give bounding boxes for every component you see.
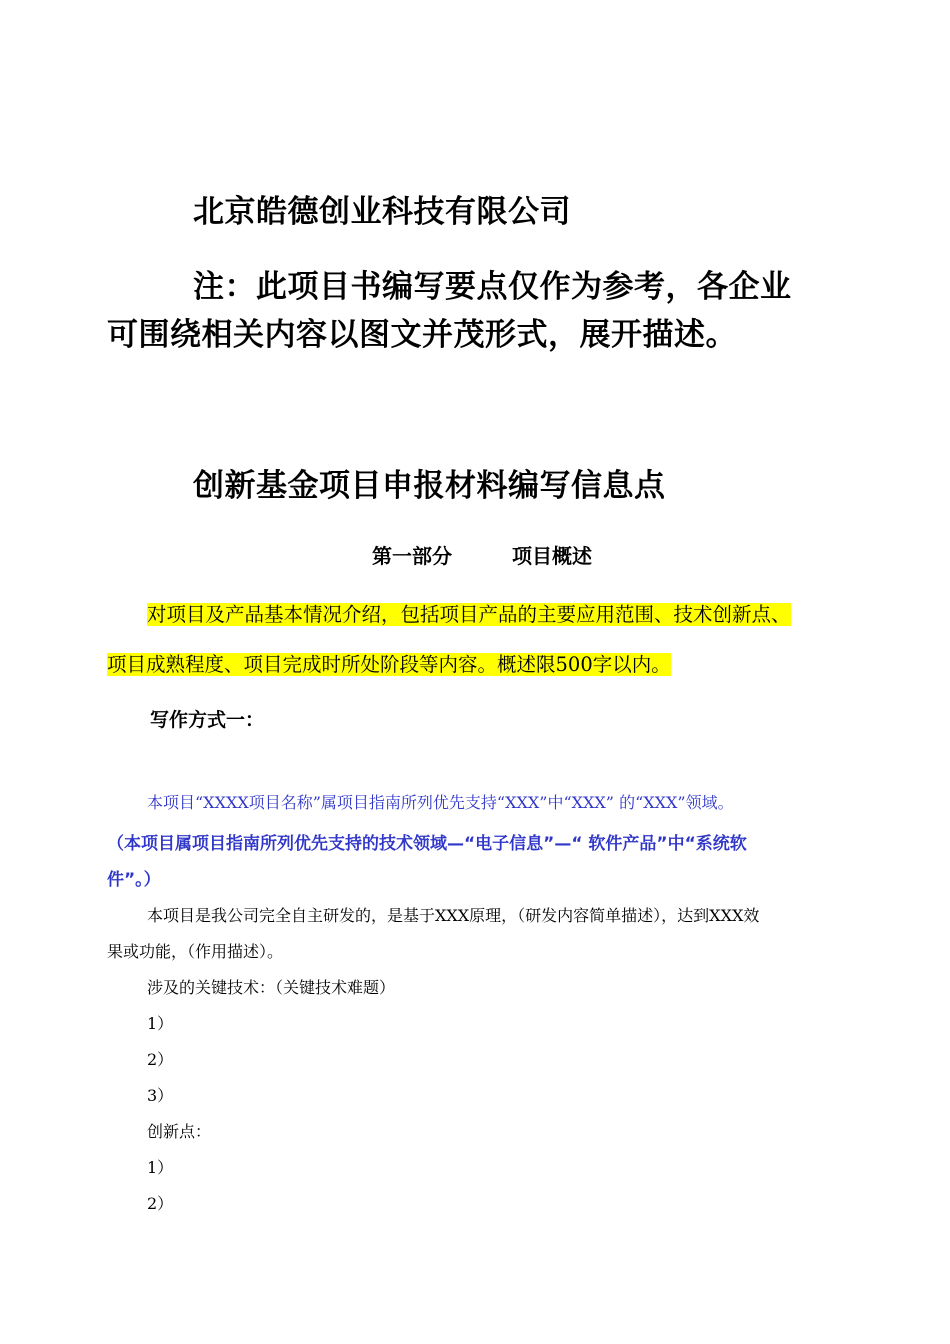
example-bracket-note: [107, 826, 897, 898]
method-heading: 写作方式一：: [150, 709, 265, 731]
part-number: 第一部分: [372, 544, 452, 568]
example-sentence: 本项目“XXXX项目名称”属项目指南所列优先支持“XXX”中“XXX” 的“XXX”领域。: [147, 793, 734, 812]
intro-line-2: [107, 650, 671, 680]
bracket-line-1: （本项目属项目指南所列优先支持的技术领域—“电子信息”—“ 软件产品”中“系统软: [107, 834, 747, 854]
highlighted-text: 对项目及产品基本情况介绍，包括项目产品的主要应用范围、技术创新点、: [147, 603, 791, 626]
list-item: 1）: [147, 1158, 174, 1177]
reference-note: [107, 263, 907, 359]
list-item: 2）: [147, 1050, 174, 1069]
part-heading: [372, 540, 592, 569]
bracket-line-2: 件”。）: [107, 870, 161, 890]
note-line-2: 可围绕相关内容以图文并茂形式，展开描述。: [107, 317, 737, 353]
highlighted-text: 项目成熟程度、项目完成时所处阶段等内容。概述限500字以内。: [107, 653, 671, 676]
list-item: 1）: [147, 1014, 174, 1033]
part-title: 项目概述: [512, 544, 592, 568]
list-item: 2）: [147, 1194, 174, 1213]
description-line-2: 果或功能，（作用描述）。: [107, 942, 284, 961]
main-title: 创新基金项目申报材料编写信息点: [193, 468, 666, 504]
key-tech-label: 涉及的关键技术：（关键技术难题）: [147, 978, 396, 997]
company-name: 北京皓德创业科技有限公司: [193, 194, 571, 230]
innovation-label: 创新点：: [147, 1122, 212, 1141]
description-line-1: 本项目是我公司完全自主研发的，是基于XXX原理，（研发内容简单描述），达到XXX效: [147, 906, 760, 925]
note-line-1: 注：此项目书编写要点仅作为参考，各企业: [193, 269, 792, 305]
intro-line-1: [147, 600, 791, 630]
list-item: 3）: [147, 1086, 174, 1105]
